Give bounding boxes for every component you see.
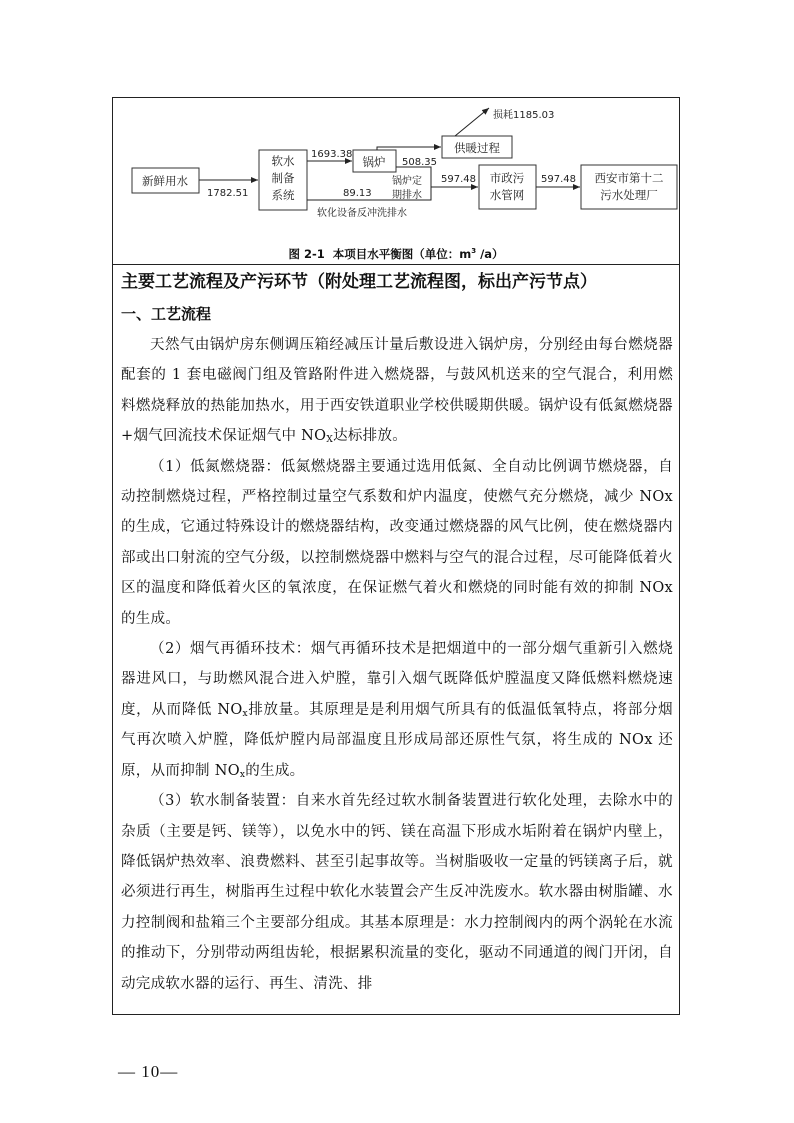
page-number: — 10— [118, 1062, 179, 1081]
node-softener-line2: 制备 [271, 171, 295, 185]
paragraph-gas-process [121, 330, 673, 452]
node-municipal-line2: 水管网 [489, 188, 525, 202]
p3-sub1: x [242, 708, 248, 719]
paragraph-water-softener: （3）软水制备装置：自来水首先经过软水制备装置进行软化处理，去除水中的杂质（主要是钙、镁等），以免水中的钙、镁在高温下形成水垢附着在锅炉内壁上，降低锅炉热效率、浪费燃料、甚至引起事故等。当树脂吸收一定量的钙镁离子后，就必须进行再生，树脂再生过程中软化水装置会产生反冲洗废水。软水器由树脂罐、水力控制阀和盐箱三个主要部分组成。其基本原理是：水力控制阀内的两个涡轮在水流的推动下，分别带动两组齿轮，根据累积流量的变化，驱动不同通道的阀门开闭，自动完成软水器的运行、再生、清洗、排 [121, 793, 673, 992]
node-heating: 供暖过程 [454, 141, 500, 155]
content-area [121, 266, 673, 999]
node-municipal-line1: 市政污 [489, 171, 525, 185]
label-boiler-discharge-2: 期排水 [392, 190, 422, 201]
caption-text: 本项目水平衡图（单位：m [332, 247, 472, 261]
label-backwash: 软化设备反冲洗排水 [317, 208, 407, 219]
caption-suffix: /a） [476, 247, 504, 261]
p3-text-c: 的生成。 [245, 762, 305, 779]
p3-sub2: x [239, 769, 246, 780]
node-boiler: 锅炉 [362, 155, 386, 169]
arrow-heating-to-loss [455, 108, 489, 136]
flow-boiler-discharge: 508.35 [402, 157, 437, 168]
flow-to-wwtp: 597.48 [541, 174, 576, 185]
caption-sup: 3 [471, 247, 477, 256]
figure-caption [113, 246, 679, 262]
label-loss: 损耗1185.03 [493, 110, 555, 121]
flow-to-boiler: 1693.38 [311, 149, 353, 160]
node-softener-line1: 软水 [271, 154, 295, 168]
caption-prefix: 图 2-1 [288, 247, 325, 261]
p1-text-a: 天然气由锅炉房东侧调压箱经减压计量后敷设进入锅炉房，分别经由每台燃烧器配套的 1 套电磁阀门组及管路附件进入燃烧器，与鼓风机送来的空气混合，利用燃料燃烧释放的热能加热水，用于西安铁道职业学校供暖期供暖。锅炉设有低氮燃烧器+烟气回流技术保证烟气中 NO [121, 337, 673, 445]
flow-fresh-in: 1782.51 [207, 188, 249, 199]
paragraph-flue-gas-recirculation [121, 634, 673, 786]
p3-text-a: （2）烟气再循环技术：烟气再循环技术是把烟道中的一部分烟气重新引入燃烧器进风口，与助燃风混合进入炉膛，靠引入烟气既降低炉膛温度又降低燃料燃烧速度，从而降低 NO [121, 641, 673, 718]
p3-text-b: 排放量。其原理是是利用烟气所具有的低温低氧特点，将部分烟气再次喷入炉膛，降低炉膛内局部温度且形成局部还原性气氛，将生成的 NOx 还原，从而抑制 NO [121, 701, 673, 779]
water-balance-figure [113, 98, 679, 265]
node-fresh-water: 新鲜用水 [142, 174, 188, 188]
node-softener-line3: 系统 [271, 188, 295, 202]
p1-text-b: 达标排放。 [333, 428, 408, 445]
paragraph-low-nox-burner: （1）低氮燃烧器：低氮燃烧器主要通过选用低氮、全自动比例调节燃烧器，自动控制燃烧过程，严格控制过量空气系数和炉内温度，使燃气充分燃烧，减少 NOx 的生成，它通过特殊设计的燃烧器结构，改变通过燃烧器的风气比例，使在燃烧器内部或出口射流的空气分级，以控制燃烧器中燃料与空气的混合过程，尽可能降低着火区的温度和降低着火区的氧浓度，在保证燃气着火和燃烧的同时能有效的抑制 NOx 的生成。 [121, 458, 673, 627]
p1-sub: X [326, 435, 334, 446]
node-wwtp-line2: 污水处理厂 [600, 188, 658, 202]
water-balance-diagram [113, 98, 679, 264]
form-table [112, 97, 680, 1015]
flow-to-municipal: 597.48 [441, 174, 476, 185]
section-title: 主要工艺流程及产污环节（附处理工艺流程图，标出产污节点） [121, 272, 597, 292]
sub-title: 一、工艺流程 [121, 305, 212, 323]
label-boiler-discharge-1: 锅炉定 [392, 176, 422, 187]
node-wwtp-line1: 西安市第十二 [594, 171, 664, 185]
flow-backwash: 89.13 [343, 188, 372, 199]
